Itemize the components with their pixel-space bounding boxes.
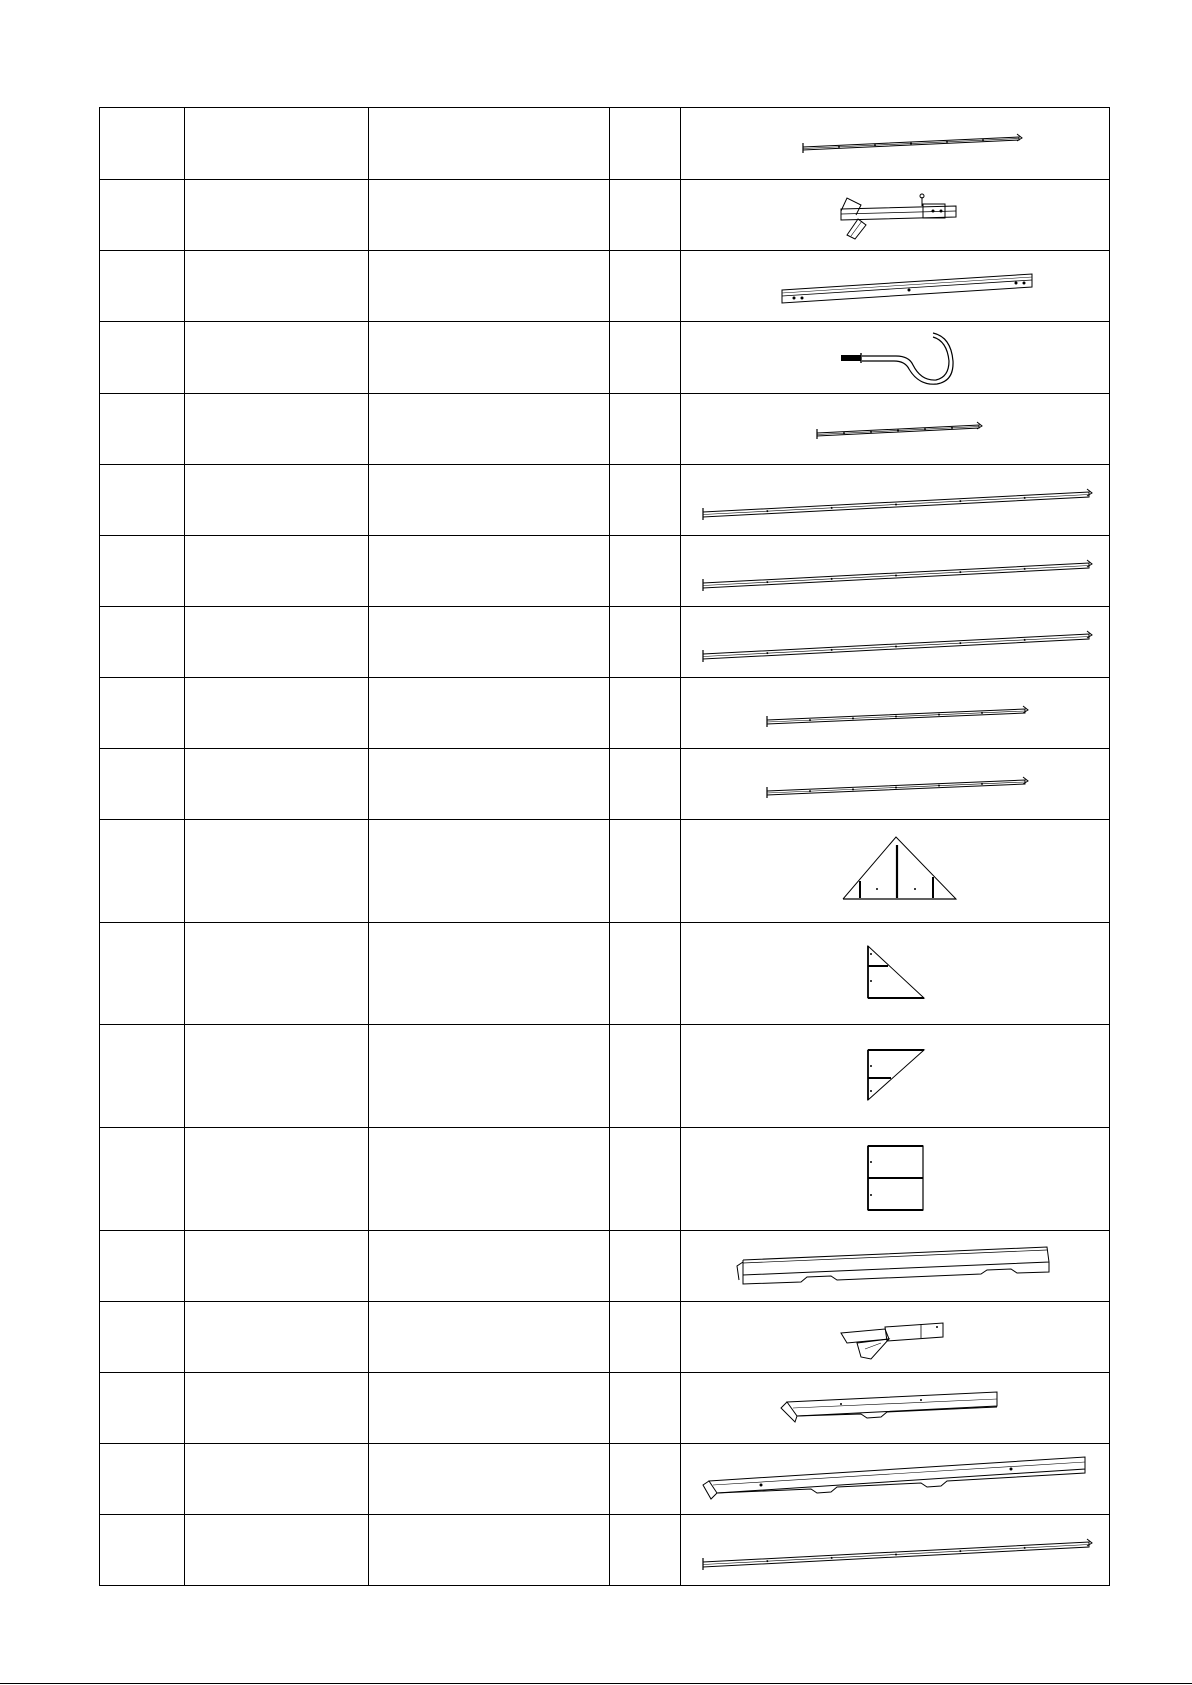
- cell-size: [369, 820, 610, 923]
- cell-qty: [610, 1025, 681, 1128]
- cell-part-drawing: [681, 923, 1110, 1025]
- cell-part-drawing: [681, 1515, 1110, 1586]
- cell-name: [185, 465, 369, 536]
- cell-qty: [610, 923, 681, 1025]
- cell-id: [100, 108, 185, 180]
- cell-qty: [610, 820, 681, 923]
- cell-size: [369, 923, 610, 1025]
- cell-qty: [610, 536, 681, 607]
- cell-size: [369, 1025, 610, 1128]
- cell-qty: [610, 607, 681, 678]
- cell-qty: [610, 1128, 681, 1231]
- corner-bracket-drawing: [681, 181, 1110, 250]
- cell-id: [100, 607, 185, 678]
- table-row: [100, 1444, 1110, 1515]
- cell-qty: [610, 678, 681, 749]
- cell-qty: [610, 180, 681, 251]
- cell-name: [185, 394, 369, 465]
- table-row: [100, 607, 1110, 678]
- cell-id: [100, 394, 185, 465]
- cell-name: [185, 1128, 369, 1231]
- table-row: [100, 820, 1110, 923]
- cell-qty: [610, 1444, 681, 1515]
- table-row: [100, 1231, 1110, 1302]
- cell-id: [100, 1515, 185, 1586]
- cell-part-drawing: [681, 251, 1110, 322]
- long-rail-drawing: [681, 466, 1110, 535]
- cell-part-drawing: [681, 678, 1110, 749]
- cell-size: [369, 1231, 610, 1302]
- triangle-panel-drawing: [681, 924, 1110, 1024]
- cell-qty: [610, 1231, 681, 1302]
- cell-part-drawing: [681, 394, 1110, 465]
- table-row: [100, 749, 1110, 820]
- table-row: [100, 251, 1110, 322]
- table-row: [100, 322, 1110, 394]
- cell-size: [369, 607, 610, 678]
- cell-part-drawing: [681, 1025, 1110, 1128]
- cell-part-drawing: [681, 749, 1110, 820]
- cell-size: [369, 1444, 610, 1515]
- cell-part-drawing: [681, 1128, 1110, 1231]
- cell-id: [100, 322, 185, 394]
- long-rail-drawing: [681, 608, 1110, 677]
- cell-size: [369, 678, 610, 749]
- cell-id: [100, 251, 185, 322]
- cell-name: [185, 1515, 369, 1586]
- cell-id: [100, 536, 185, 607]
- cell-qty: [610, 394, 681, 465]
- cell-name: [185, 923, 369, 1025]
- cell-part-drawing: [681, 180, 1110, 251]
- cell-id: [100, 1444, 185, 1515]
- cell-id: [100, 923, 185, 1025]
- cell-qty: [610, 322, 681, 394]
- cell-size: [369, 749, 610, 820]
- cell-id: [100, 180, 185, 251]
- notched-channel-drawing: [681, 1232, 1110, 1301]
- cell-part-drawing: [681, 1444, 1110, 1515]
- cell-id: [100, 1302, 185, 1373]
- cell-part-drawing: [681, 1373, 1110, 1444]
- medium-rail-drawing: [681, 679, 1110, 748]
- cell-size: [369, 1128, 610, 1231]
- table-row: [100, 678, 1110, 749]
- table-row: [100, 536, 1110, 607]
- cell-part-drawing: [681, 820, 1110, 923]
- cell-id: [100, 1373, 185, 1444]
- cell-size: [369, 465, 610, 536]
- table-row: [100, 180, 1110, 251]
- cell-part-drawing: [681, 1231, 1110, 1302]
- cell-name: [185, 820, 369, 923]
- cell-size: [369, 536, 610, 607]
- cell-qty: [610, 1302, 681, 1373]
- cell-name: [185, 180, 369, 251]
- cell-part-drawing: [681, 1302, 1110, 1373]
- short-rail-drawing: [681, 109, 1110, 179]
- cell-qty: [610, 1515, 681, 1586]
- cell-id: [100, 749, 185, 820]
- cell-name: [185, 678, 369, 749]
- cell-id: [100, 1231, 185, 1302]
- cell-name: [185, 1231, 369, 1302]
- cell-qty: [610, 108, 681, 180]
- cell-name: [185, 536, 369, 607]
- cell-name: [185, 1302, 369, 1373]
- triangle-panel-flipped-drawing: [681, 1026, 1110, 1127]
- cell-part-drawing: [681, 536, 1110, 607]
- medium-rail-drawing: [681, 750, 1110, 819]
- cell-qty: [610, 1373, 681, 1444]
- cell-size: [369, 1515, 610, 1586]
- short-bar-drawing: [681, 395, 1110, 464]
- cell-size: [369, 1373, 610, 1444]
- parts-table-body: [100, 108, 1110, 1586]
- cell-name: [185, 749, 369, 820]
- cell-id: [100, 1128, 185, 1231]
- cell-part-drawing: [681, 607, 1110, 678]
- cell-name: [185, 108, 369, 180]
- cell-qty: [610, 465, 681, 536]
- table-row: [100, 1515, 1110, 1586]
- table-row: [100, 1373, 1110, 1444]
- cell-size: [369, 322, 610, 394]
- cell-name: [185, 1444, 369, 1515]
- gable-panel-drawing: [681, 821, 1110, 922]
- cell-id: [100, 678, 185, 749]
- cell-size: [369, 1302, 610, 1373]
- cell-name: [185, 322, 369, 394]
- cell-name: [185, 251, 369, 322]
- cell-id: [100, 1025, 185, 1128]
- cell-name: [185, 1373, 369, 1444]
- cell-part-drawing: [681, 108, 1110, 180]
- cell-size: [369, 180, 610, 251]
- table-row: [100, 108, 1110, 180]
- parts-table: [99, 107, 1110, 1586]
- page-bottom-rule: [0, 1683, 1192, 1684]
- cell-qty: [610, 251, 681, 322]
- cell-name: [185, 1025, 369, 1128]
- table-row: [100, 465, 1110, 536]
- table-row: [100, 394, 1110, 465]
- ridge-connector-drawing: [681, 1303, 1110, 1372]
- cell-qty: [610, 749, 681, 820]
- hook-bolt-drawing: [681, 323, 1110, 393]
- cell-size: [369, 108, 610, 180]
- table-row: [100, 923, 1110, 1025]
- cell-id: [100, 820, 185, 923]
- cell-part-drawing: [681, 322, 1110, 394]
- angled-channel-drawing: [681, 1374, 1110, 1443]
- channel-rail-drawing: [681, 252, 1110, 321]
- long-notched-channel-drawing: [681, 1445, 1110, 1514]
- cell-size: [369, 251, 610, 322]
- table-row: [100, 1025, 1110, 1128]
- long-rail-drawing: [681, 1516, 1110, 1585]
- square-panel-drawing: [681, 1129, 1110, 1230]
- table-row: [100, 1128, 1110, 1231]
- table-row: [100, 1302, 1110, 1373]
- cell-id: [100, 465, 185, 536]
- cell-name: [185, 607, 369, 678]
- cell-size: [369, 394, 610, 465]
- long-rail-drawing: [681, 537, 1110, 606]
- cell-part-drawing: [681, 465, 1110, 536]
